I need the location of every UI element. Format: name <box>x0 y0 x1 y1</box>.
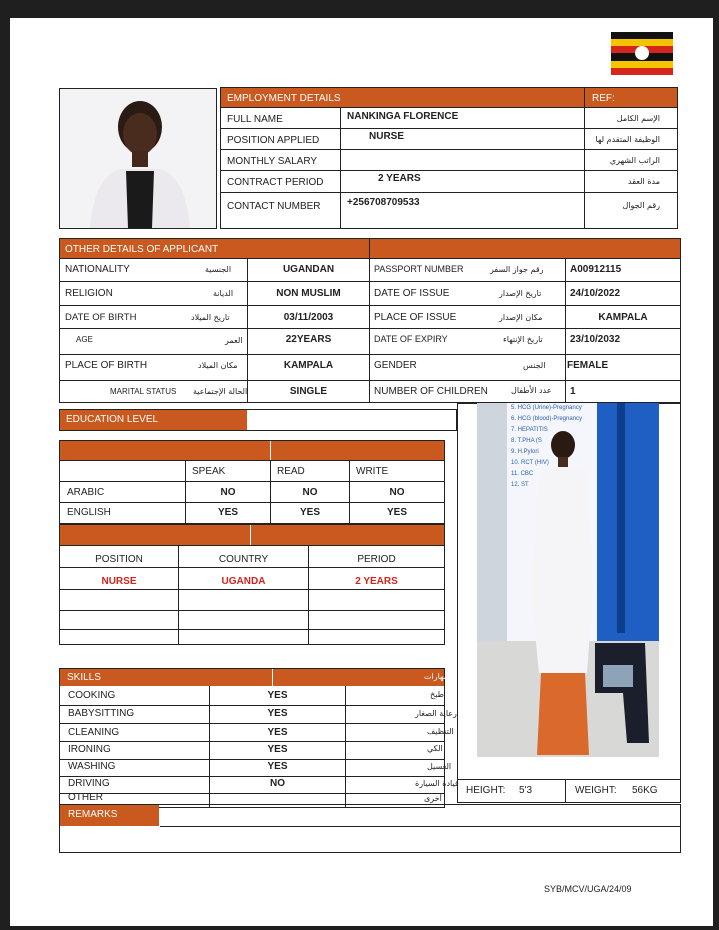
number-of-children-label: NUMBER OF CHILDREN <box>374 386 488 397</box>
language-arabic-label: ARABIC <box>67 487 105 498</box>
experience-period-value: 2 YEARS <box>355 576 398 587</box>
skill-ironing-label: IRONING <box>68 744 111 755</box>
experience-header-right <box>251 525 444 545</box>
religion-label: RELIGION <box>65 288 113 299</box>
monthly-salary-label: MONTHLY SALARY <box>227 156 318 167</box>
date-of-issue-label: DATE OF ISSUE <box>374 288 450 299</box>
board-line-4: 8. T.PHA (S <box>511 438 542 444</box>
experience-position-header: POSITION <box>95 554 143 565</box>
board-line-8: 12. ST <box>511 482 529 488</box>
skill-driving-value: NO <box>270 778 285 789</box>
photo-board-text <box>511 403 611 533</box>
experience-header-left <box>60 525 250 545</box>
number-of-children-arabic: عدد الأطفال <box>511 386 552 395</box>
footer-reference-code: SYB/MCV/UGA/24/09 <box>544 884 632 894</box>
skill-cooking-label: COOKING <box>68 690 116 701</box>
contact-number-arabic: رقم الجوال <box>622 201 660 210</box>
gender-arabic: الجنس <box>523 361 546 370</box>
nationality-value: UGANDAN <box>282 264 335 275</box>
date-of-birth-arabic: تاريخ الميلاد <box>191 313 230 322</box>
board-line-6: 10. RCT (HIV) <box>511 460 549 466</box>
skill-driving-arabic: قيادة السيارة <box>415 779 459 788</box>
position-applied-value: NURSE <box>369 131 405 142</box>
religion-value: NON MUSLIM <box>276 288 341 299</box>
language-arabic-write: NO <box>389 487 405 498</box>
gender-label: GENDER <box>374 360 417 371</box>
full-name-arabic: الإسم الكامل <box>616 114 660 123</box>
gender-value: FEMALE <box>567 360 609 371</box>
remarks-label: REMARKS <box>68 809 118 820</box>
contract-period-value: 2 YEARS <box>378 173 421 184</box>
monthly-salary-arabic: الراتب الشهري <box>609 156 660 165</box>
other-details-header-right <box>370 239 680 258</box>
skill-cleaning-arabic: التنظيف <box>427 727 454 736</box>
height-label: HEIGHT: <box>466 785 506 796</box>
board-line-3: 7. HEPATITIS <box>511 427 548 433</box>
application-form-page <box>10 18 713 926</box>
language-english-write: YES <box>386 507 407 518</box>
uganda-flag <box>611 32 673 75</box>
place-of-birth-arabic: مكان الميلاد <box>198 361 238 370</box>
weight-value: 56KG <box>632 785 658 796</box>
height-value: 5'3 <box>519 785 533 796</box>
passport-number-value: A00912115 <box>570 264 622 275</box>
full-name-value: NANKINGA FLORENCE <box>347 111 459 122</box>
marital-status-arabic: الحالة الإجتماعية <box>193 387 248 396</box>
position-applied-arabic: الوظيفة المتقدم لها <box>595 135 660 144</box>
skill-ironing-arabic: الكي <box>427 744 443 753</box>
nationality-arabic: الجنسية <box>205 265 232 274</box>
applicant-portrait-frame <box>59 88 217 229</box>
date-of-birth-value: 03/11/2003 <box>283 312 334 323</box>
place-of-birth-label: PLACE OF BIRTH <box>65 360 148 371</box>
religion-arabic: الديانة <box>213 289 234 298</box>
skill-cooking-value: YES <box>267 690 288 701</box>
experience-country-header: COUNTRY <box>218 554 269 565</box>
experience-country-value: UGANDA <box>221 576 266 587</box>
ref-label: REF: <box>592 93 615 104</box>
board-line-1: 5. HCG (Urine)-Pregnancy <box>511 405 582 411</box>
date-of-birth-label: DATE OF BIRTH <box>65 312 137 323</box>
position-applied-label: POSITION APPLIED <box>227 135 320 146</box>
date-of-issue-arabic: تاريخ الإصدار <box>499 289 542 298</box>
age-label: AGE <box>76 335 93 344</box>
contact-number-label: CONTACT NUMBER <box>227 201 321 212</box>
experience-position-value: NURSE <box>101 576 137 587</box>
skills-title-arabic: المهارات <box>424 672 454 681</box>
place-of-birth-value: KAMPALA <box>283 360 334 371</box>
date-of-expiry-value: 23/10/2032 <box>570 334 621 345</box>
skill-cooking-arabic: طبخ <box>430 690 444 699</box>
skill-other-label: OTHER <box>68 792 103 803</box>
language-english-read: YES <box>299 507 320 518</box>
employment-details-title: EMPLOYMENT DETAILS <box>227 93 341 104</box>
languages-header-left <box>60 441 270 460</box>
contract-period-arabic: مدة العقد <box>628 177 660 186</box>
skill-driving-label: DRIVING <box>68 778 110 789</box>
age-arabic: العمر <box>225 336 243 345</box>
date-of-issue-value: 24/10/2022 <box>570 288 621 299</box>
languages-read-header: READ <box>277 466 305 477</box>
nationality-label: NATIONALITY <box>65 264 130 275</box>
board-line-2: 6. HCG (blood)-Pregnancy <box>511 416 583 422</box>
skill-washing-label: WASHING <box>68 761 116 772</box>
date-of-expiry-label: DATE OF EXPIRY <box>374 334 448 344</box>
full-name-label: FULL NAME <box>227 114 283 125</box>
skills-title: SKILLS <box>67 672 101 683</box>
date-of-expiry-arabic: تاريخ الإنتهاء <box>503 335 543 344</box>
skill-ironing-value: YES <box>267 744 288 755</box>
board-line-7: 11. CBC <box>511 471 534 477</box>
applicant-portrait-image <box>60 89 216 228</box>
experience-period-header: PERIOD <box>357 554 396 565</box>
skill-washing-arabic: الغسيل <box>427 762 452 771</box>
languages-write-header: WRITE <box>356 466 389 477</box>
passport-number-label: PASSPORT NUMBER <box>374 264 464 274</box>
place-of-issue-label: PLACE OF ISSUE <box>374 312 457 323</box>
skill-babysitting-value: YES <box>267 708 288 719</box>
languages-speak-header: SPEAK <box>192 466 226 477</box>
education-level-label: EDUCATION LEVEL <box>66 414 159 425</box>
crane-emblem-icon <box>635 46 649 60</box>
age-value: 22YEARS <box>285 334 332 345</box>
weight-label: WEIGHT: <box>575 785 617 796</box>
skill-babysitting-label: BABYSITTING <box>68 708 135 719</box>
skill-cleaning-label: CLEANING <box>68 727 120 738</box>
place-of-issue-arabic: مكان الإصدار <box>499 313 543 322</box>
skill-other-arabic: أخرى <box>424 794 442 803</box>
board-line-5: 9. H.Pylori <box>511 449 539 455</box>
skill-cleaning-value: YES <box>267 727 288 738</box>
skill-babysitting-arabic: رعاية الصغار <box>415 709 457 718</box>
contract-period-label: CONTRACT PERIOD <box>227 177 324 188</box>
language-arabic-speak: NO <box>220 487 236 498</box>
skills-header-right <box>273 669 444 686</box>
marital-status-label: MARITAL STATUS <box>110 387 177 396</box>
marital-status-value: SINGLE <box>289 386 328 397</box>
place-of-issue-value: KAMPALA <box>598 312 648 323</box>
skill-washing-value: YES <box>267 761 288 772</box>
languages-header-right <box>271 441 444 460</box>
number-of-children-value: 1 <box>570 386 576 397</box>
passport-number-arabic: رقم جواز السفر <box>490 265 544 274</box>
other-details-title: OTHER DETAILS OF APPLICANT <box>65 244 219 255</box>
language-arabic-read: NO <box>302 487 318 498</box>
contact-number-value: +256708709533 <box>347 197 420 208</box>
language-english-label: ENGLISH <box>67 507 111 518</box>
language-english-speak: YES <box>217 507 238 518</box>
